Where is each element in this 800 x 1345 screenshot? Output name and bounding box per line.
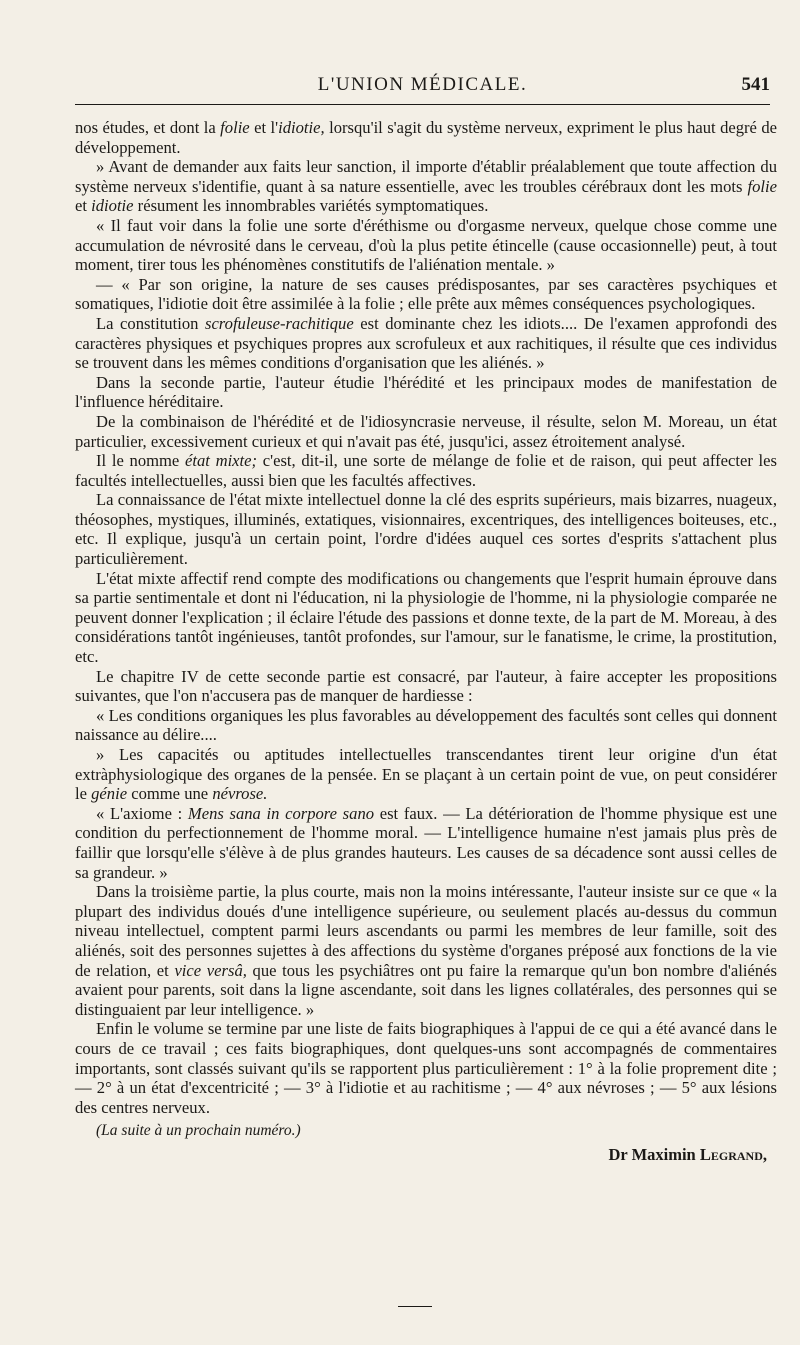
paragraph-text: et	[75, 196, 92, 216]
italic-text: idiotie	[91, 196, 134, 216]
paragraph-text: lorsqu'il s'agit du système nerveux, expriment le plus haut degré de développement.	[75, 118, 778, 157]
paragraph-text: « L'axiome :	[96, 803, 188, 823]
paragraph-text: Le chapitre IV de cette seconde partie est consacré, par l'auteur, à faire accepter les propositions suivantes, que l'on n'accusera pas de manquer de hardiesse :	[75, 666, 777, 706]
italic-text: folie	[220, 118, 250, 137]
body-paragraph	[75, 451, 777, 490]
paragraph-text: » Les capacités ou aptitudes intellectuelles transcendantes tirent leur origine d'un état extràphysiologique des organes de la pensée. En se plaçant à un certain point de vue, on peut considérer le	[75, 745, 777, 804]
body-paragraph	[75, 745, 777, 804]
paragraph-text: — « Par son origine, la nature de ses causes prédisposantes, par ses caractères psychiques et somatiques, l'idiotie doit être assimilée à la folie ; elle prête aux mêmes conséquences psychologiques.	[75, 274, 777, 314]
italic-text: génie	[91, 784, 128, 804]
footer-rule	[398, 1306, 432, 1307]
paragraph-text: que tous les psychiâtres ont pu faire la remarque qu'un bon nombre d'aliénés avaient pour parents, soit dans la ligne ascendante, soit dans les lignes collatérales, des personnes qui se distinguaient par leur intelligence. »	[75, 960, 777, 1019]
body-paragraph	[75, 216, 777, 275]
paragraph-text: L'état mixte affectif rend compte des modifications ou changements que l'esprit humain éprouve dans sa partie sentimentale et dont ni l'éducation, ni la physiologie de l'homme, ni la physiologie comparée ne peuvent donner l'explication ; il éclaire l'étude des passions et donne texte, de la part de M. Moreau, à des considérations tantôt ingénieuses, tantôt profondes, sur l'amour, sur le fanatisme, le crime, la prostitution, etc.	[75, 568, 777, 667]
body-paragraph	[75, 275, 777, 314]
paragraph-text: De la combinaison de l'hérédité et de l'idiosyncrasie nerveuse, il résulte, selon M. Moreau, un état particulier, excessivement curieux et qui n'avait pas été, jusqu'ici, assez étroitement analysé.	[75, 411, 777, 451]
paragraph-text: » Avant de demander aux faits leur sanction, il importe d'établir préalablement que toute affection du système nerveux s'identifie, quant à sa nature essentielle, avec les troubles cérébraux dont les mots	[75, 157, 777, 196]
paragraph-text: La connaissance de l'état mixte intellectuel donne la clé des esprits supérieurs, mais bizarres, nuageux, théosophes, mystiques, illuminés, extatiques, visionnaires, excentriques, des intelligences boiteuses, etc., etc. Il explique, jusqu'à un certain point, l'ordre d'idées auquel ces sortes d'esprits s'attachent plus particulièrement.	[75, 490, 777, 569]
body-paragraph	[75, 373, 777, 412]
paragraph-text: « Les conditions organiques les plus favorables au développement des facultés sont celles qui donnent naissance au délire....	[75, 705, 777, 745]
paragraph-text: c'est, dit-il, une sorte de mélange de folie et de raison, qui peut affecter les facultés intellectuelles, aussi bien que les facultés affectives.	[75, 451, 777, 490]
paragraph-text: Enfin le volume se termine par une liste de faits biographiques à l'appui de ce qui a été avancé dans le cours de ce travail ; ces faits biographiques, dont quelques-uns sont accompagnés de commentaires importants, sont classés suivant qu'ils se rapportent plus particulièrement : 1° à la folie proprement dite ; — 2° à un état d'excentricité ; — 3° à l'idiotie et au rachitisme ; — 4° aux névroses ; — 5° aux lésions des centres nerveux.	[75, 1019, 777, 1117]
italic-text: état mixte;	[185, 451, 258, 471]
paragraph-text: et l'	[249, 118, 279, 137]
body-paragraph	[75, 1019, 777, 1117]
paragraph-text: « Il faut voir dans la folie une sorte d'éréthisme ou d'orgasme nerveux, quelque chose comme une accumulation de névrosité dans le cerveau, d'où la plus petite étincelle (cause occasionnelle) peut, à tout moment, tirer tous les phénomènes constitutifs de l'aliénation mentale. »	[75, 215, 777, 275]
body-paragraph	[75, 569, 777, 667]
body-paragraph	[75, 667, 777, 706]
body-paragraph	[75, 412, 777, 451]
page-header	[75, 74, 770, 100]
italic-text: Mens sana in corpore sano	[187, 803, 375, 823]
paragraph-text: Il le nomme	[96, 451, 185, 471]
paragraph-text: résument les innombrables variétés symptomatiques.	[133, 196, 489, 216]
signature-prefix: Dr Maximin	[608, 1144, 700, 1164]
italic-text: folie	[747, 176, 777, 196]
continuation-note-text: (La suite à un prochain numéro.)	[96, 1122, 301, 1140]
paragraph-text: nos études, et dont la	[75, 118, 221, 137]
paragraph-text: Dans la seconde partie, l'auteur étudie l'hérédité et les principaux modes de manifestation de l'influence héréditaire.	[75, 372, 777, 412]
body-paragraph	[75, 118, 777, 157]
body-paragraph	[75, 882, 777, 1019]
body-paragraph	[75, 157, 777, 216]
italic-text: vice versâ,	[174, 960, 247, 980]
paragraph-text: comme une	[127, 784, 213, 804]
paragraph-text: Dans la troisième partie, la plus courte, mais non la moins intéressante, l'auteur insiste sur ce que « la plupart des individus doués d'une intelligence supérieure, ou seulement placés au-dessus du commun niveau intellectuel, comptent parmi leurs ascendants ou parmi les membres de leur famille, soit des aliénés, soit des personnes sujettes à des affections du système d'organes préposé aux fonctions de la vie de relation, et	[75, 882, 777, 980]
paragraph-text: est dominante chez les idiots.... De l'examen approfondi des caractères physiques et psychiques propres aux scrofuleux et aux rachitiques, il résulte que ces individus se trouvent dans les mêmes conditions d'organisation que les aliénés. »	[75, 313, 777, 373]
body-paragraph	[75, 706, 777, 745]
header-rule	[75, 104, 770, 105]
author-signature	[75, 1145, 777, 1165]
continuation-note	[75, 1121, 777, 1141]
body-paragraph	[75, 490, 777, 568]
paragraph-text: est faux. — La détérioration de l'homme physique est une condition du perfectionnement de l'homme moral. — L'intelligence humaine n'est jamais plus près de faillir que lorsqu'elle s'élève à de plus grandes hauteurs. Les causes de sa décadence sont aussi celles de sa grandeur. »	[75, 803, 778, 882]
body-paragraph	[75, 804, 777, 882]
italic-text: névrose.	[212, 784, 268, 804]
page-number: 541	[741, 74, 770, 95]
paragraph-text: La constitution	[96, 313, 205, 333]
signature-surname: Legrand,	[699, 1144, 767, 1164]
italic-text: idiotie,	[278, 118, 325, 137]
article-body	[75, 118, 777, 1164]
running-title: L'UNION MÉDICALE.	[317, 74, 528, 95]
italic-text: scrofuleuse-rachitique	[204, 313, 354, 333]
body-paragraph	[75, 314, 777, 373]
